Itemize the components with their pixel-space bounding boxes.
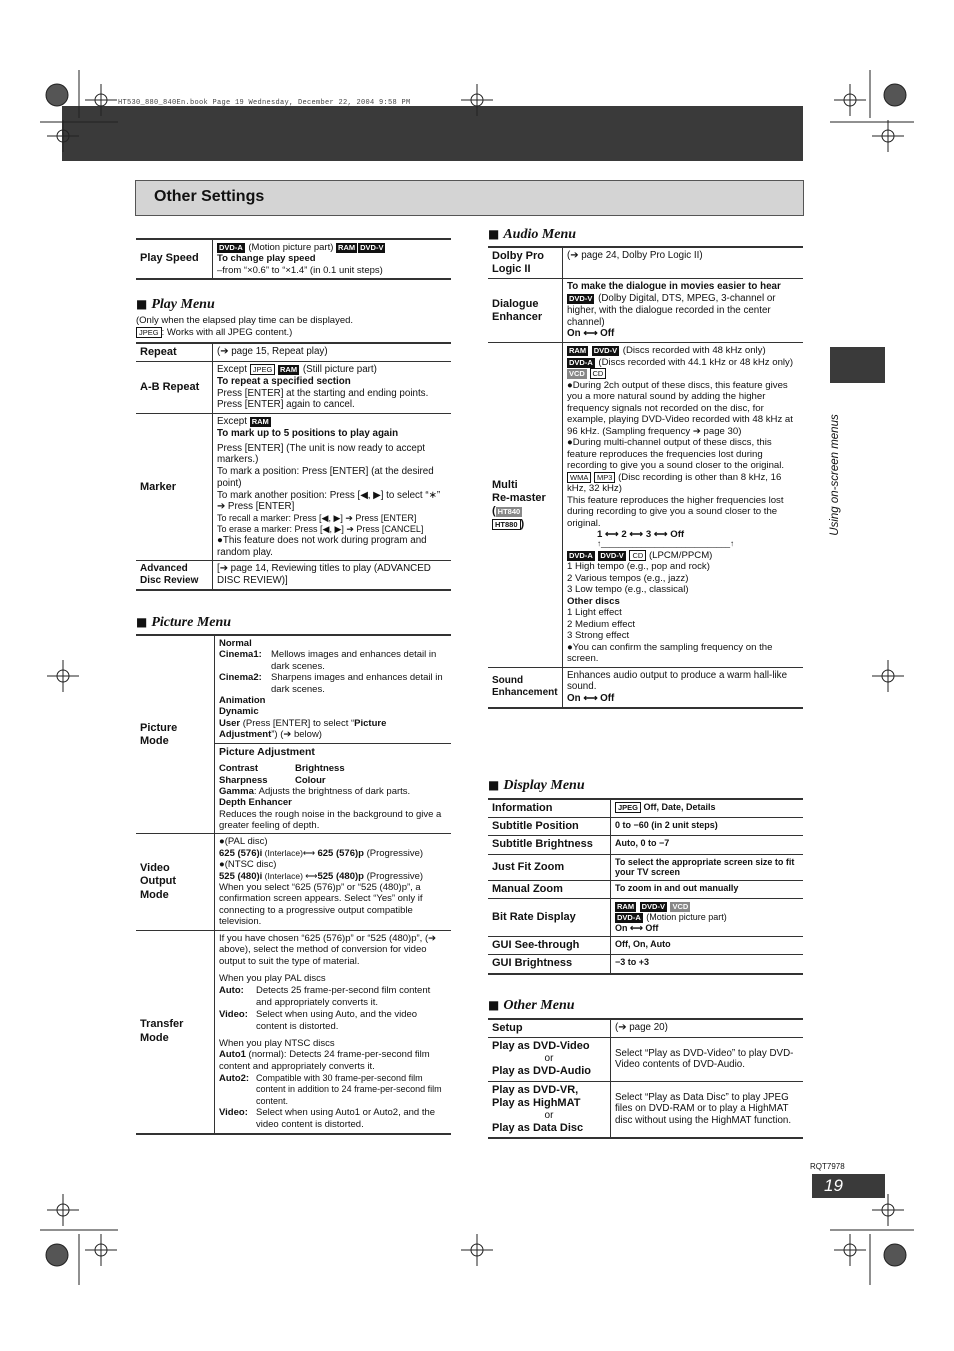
sound-enhancement-label: Sound Enhancement [488, 667, 563, 708]
print-line: HT530_880_840En.book Page 19 Wednesday, December 22, 2004 9:58 PM [118, 99, 411, 107]
dolby-pro-logic-label: Dolby Pro Logic II [488, 247, 563, 279]
repeat-label: Repeat [136, 343, 213, 362]
page-number-box [812, 1174, 885, 1198]
transfer-mode-label: Transfer Mode [136, 930, 215, 1134]
advanced-disc-review-label: Advanced Disc Review [136, 561, 213, 591]
display-row-label: Subtitle Brightness [488, 836, 611, 854]
video-output-mode-label: Video Output Mode [136, 834, 215, 930]
play-menu-heading: ■ Play Menu [136, 297, 215, 312]
display-row-label: Information [488, 799, 611, 818]
play-as-data-label: Play as DVD-VR, Play as HighMAT or Play as Data Disc [488, 1081, 611, 1138]
display-menu-table: Information JPEG Off, Date, Details Subtitle Position 0 to −60 (in 2 unit steps) Subtitle Brightness Auto, 0 to −7 Just Fit Zoom To select the appropriate screen size to fit your TV screen Manual Zoom To zoom in and out manually Bit Rate Display RAM DVD-V VCD DVD-A (Motion picture part) On ⟷ Off GUI See-through Off, On, Auto GUI Brightness −3 to +3 [488, 798, 803, 975]
display-row-label: Manual Zoom [488, 881, 611, 899]
picture-mode-label: Picture Mode [136, 635, 215, 834]
play-menu-note: (Only when the elapsed play time can be displayed. JPEG : Works with all JPEG content.) [136, 315, 354, 338]
display-row-label: GUI See-through [488, 937, 611, 955]
marker-label: Marker [136, 414, 213, 561]
audio-menu-table: Dolby Pro Logic II (➔ page 24, Dolby Pro Logic II) Dialogue Enhancer To make the dialogue in movies easier to hear DVD-V (Dolby Digital, DTS, MPEG, 3-channel or higher, with the dialogue recorded in the center channel) On ⟷ Off Multi Re-master ( HT840 HT880 ) RAM DVD-V (Discs recorded with 48 kHz only) DVD-A (Discs recorded with 44.1 kHz or 48 kHz only) VCD CD ●During 2ch output of these discs, this feature gives you a more natural sound by adding the higher frequency signals not recorded on the disc, for example, playing DVD-Video recorded with 48 kHz at 96 kHz. (Sampling frequency ➔ page 30) ●During multi-channel output of these discs, this feature reproduces the frequencies lost during recording to give you a sound closer to the original. WMA MP3 (Disc recording is other than 8 kHz, 16 kHz, 32 kHz) This feature reproduces the higher frequencies lost during recording to give you a sound closer to the original. 1 ⟷ 2 ⟷ 3 ⟷ Off ↑_____________________________↑ DVD-A DVD-V CD (LPCM/PPCM) 1 High tempo (e.g., pop and rock) 2 Various tempos (e.g., jazz) 3 Low tempo (e.g., classical) Other discs 1 Light effect 2 Medium effect 3 Strong effect ●You can confirm the sampling frequency on the screen. Sound Enhancement Enhances audio output to produce a warm hall-like sound. On ⟷ Off [488, 246, 803, 709]
picture-menu-table: Picture Mode Normal Cinema1: Mellows images and enhances detail in dark scenes. Cinema2: Sharpens images and enhances detail in dark scenes. Animation Dynamic User (Press [ENTER] to select “Picture Adjustment”) (➔ below) Picture Adjustment Contrast Brightness Sharpness Colour Gamma: Adjusts the brightness of dark parts. Depth Enhancer Reduces the rough noise in the background to give a greater feeling of depth. Video Output Mode ●(PAL disc) 625 (576)i (Interlace)⟷ 625 (576)p (Progressive) ●(NTSC disc) 525 (480)i (Interlace) ⟷525 (480)p (Progressive) When you select “625 (576)p” or “525 (480)p”, a confirmation screen appears. Select “Yes” only if connecting to a progressive output compatible television. Transfer Mode If you have chosen “625 (576)p” or “525 (480)p”, (➔ above), select the method of conversion for video output to suit the type of material. When you play PAL discs Auto: Detects 25 frame-per-second film content and appropriately converts it. Video: Select when using Auto, and the video content is distorted. When you play NTSC discs Auto1 (normal): Detects 24 frame-per-second film content and appropriately converts it. Auto2: Compatible with 30 frame-per-second film content in addition to 24 frame-per-second film content. Video: Select when using Auto1 or Auto2, and the video content is distorted. [136, 634, 451, 1135]
side-tab [830, 347, 885, 383]
side-label: Using on-screen menus [829, 414, 841, 536]
other-menu-heading: ■ Other Menu [488, 998, 575, 1013]
display-row-label: Bit Rate Display [488, 899, 611, 937]
page-code: RQT7978 [810, 1162, 845, 1171]
multi-remaster-label: Multi Re-master ( HT840 HT880 ) [488, 343, 563, 668]
display-row-label: GUI Brightness [488, 955, 611, 974]
ab-repeat-label: A-B Repeat [136, 362, 213, 414]
picture-menu-heading: ■ Picture Menu [136, 615, 232, 630]
display-row-label: Subtitle Position [488, 818, 611, 836]
play-menu-table: Repeat (➔ page 15, Repeat play) A-B Repeat Except JPEG RAM (Still picture part) To repeat a specified section Press [ENTER] at the starting and ending points. Press [ENTER] again to cancel. Marker Except RAM To mark up to 5 positions to play again Press [ENTER] (The unit is now ready to accept markers.) To mark a position: Press [ENTER] (at the desired point) To mark another position: Press [◀, ▶] to select “∗” ➔ Press [ENTER] To recall a marker: Press [◀, ▶] ➔ Press [ENTER] To erase a marker: Press [◀, ▶] ➔ Press [CANCEL] ●This feature does not work during program and random play. Advanced Disc Review [➔ page 14, Reviewing titles to play (ADVANCED DISC REVIEW)] [136, 342, 451, 591]
play-speed-label: Play Speed [136, 239, 213, 279]
page-number: 19 [824, 1176, 843, 1195]
play-as-dvd-label: Play as DVD-Video or Play as DVD-Audio [488, 1038, 611, 1081]
setup-label: Setup [488, 1019, 611, 1038]
display-row-label: Just Fit Zoom [488, 854, 611, 881]
display-menu-heading: ■ Display Menu [488, 778, 585, 793]
audio-menu-heading: ■ Audio Menu [488, 227, 577, 242]
play-speed-table: Play Speed DVD-A (Motion picture part) RAM DVD-V To change play speed –from “×0.6” to “×1.4” (in 0.1 unit steps) [136, 238, 451, 280]
other-menu-table: Setup (➔ page 20) Play as DVD-Video or Play as DVD-Audio Select “Play as DVD-Video” to play DVD-Video contents of DVD-Audio. Play as DVD-VR, Play as HighMAT or Play as Data Disc Select “Play as Data Disc” to play JPEG files on DVD-RAM or to play a HighMAT disc without using the HighMAT function. [488, 1018, 803, 1139]
page-title: Other Settings [154, 188, 265, 205]
dialogue-enhancer-label: Dialogue Enhancer [488, 279, 563, 343]
